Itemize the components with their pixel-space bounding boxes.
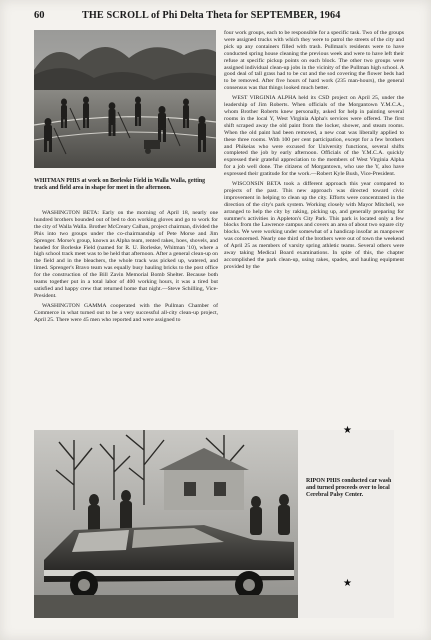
star-ornament-bottom: ★ [343,578,352,589]
photo2-caption-block [306,478,396,499]
photo-caption: RIPON PHIS conducted car wash and turned proceeds over to local Cerebral Palsy Center. [306,478,392,498]
running-title: THE SCROLL of Phi Delta Theta for SEPTEMBER, 1964 [82,10,341,21]
paragraph-wisconsin-beta: WISCONSIN BETA took a different approach this year compared to projects of the past. This new approach was directed toward civic improvement in helping to clean up the city. Efforts were concentrated in the direction of the city's park system. Working closely with Mayor Mitchell, we arranged to help the city by raking, picking up, and generally preparing for summer's activities in Appleton's City Park. This park is located only a few blocks from the Lawrence campus and covers an area of about two square city blocks. We were working under somewhat of a handicap insofar as manpower was concerned. Nearly one third of the brothers were out of town the weekend of April 25 as members of varsity spring athletic teams. Several others were away taking Medical Board examinations. In spite of this, the chapter accomplished the park clean-up, using rakes, spades, and hauling equipment provided by the [224,181,404,270]
page-number: 60 [34,10,45,21]
right-text-column [224,30,404,274]
photo-caption: WHITMAN PHIS at work on Borleske Field in Walla Walla, getting track and field area in shape for meet in the afternoon. [34,178,206,191]
paragraph-washington-gamma-continued: four work groups, each to be responsible for a specific task. Two of the groups were assigned trucks with which they were to patrol the streets of the city and pick up any containers filled with trash. Pullman's residents were to have conducted spring house cleaning the previous week and were to have left their refuse at specific pickup points on each block. The other two groups were assigned individual clean-up jobs in the vicinity of the Pullman high school. A good deal of tall grass had to be cut and the sod covering the flower beds had to be removed. After five hours of hard work (235 man-hours), the general consensus was that things looked much better. [224,30,404,92]
paragraph-west-virginia-alpha: WEST VIRGINIA ALPHA held its CSD project on April 25, under the leadership of Jim Roberts. When officials of the Morgantown Y.M.C.A., whom Brother Roberts knew personally, asked for help in painting several rooms in the local Y, West Virginia Alpha's services were offered. The first shift scraped away the old paint from the locker, shower, and steam rooms. When the old paint had been removed, a new coat was liberally applied to these three rooms. With 100 per cent participation, except for a few brothers and Phikeias who were excused for University functions, several shifts completed the job by early afternoon. Officials of the Y.M.C.A. quickly expressed their grateful appreciation to the members of West Virginia Alpha for a job well done. The citizens of Morgantown, who use the Y, also have expressed their gratitude for the work.—Robert Kyle Bush, Vice-President. [224,95,404,178]
page-header [34,10,404,24]
star-ornament-top: ★ [343,425,352,436]
left-text-column [34,210,218,327]
paragraph-washington-beta: WASHINGTON BETA: Early on the morning of April 18, nearly one hundred brothers bounded out of bed to don working gloves and go to work for the city of Walla Walla. Brother McCreary Calhan, project chairman, divided the Phis into two groups under the co-chairmanship of Pete Morse and Jim Sprenger. Morse's group, known as Alpha team, rented rakes, hoes, shovels, and headed for Borleske Field (named for R. U. Borleske, Whitman '10), where a high school track meet was to be held that afternoon. After a general clean-up on the field and in the bleachers, the whole track was picked up, watered, and limed. Sprenger's Bravo team was equally busy hauling bricks to the post office for the construction of the Bill Zavin Memorial Bomb Shelter. Because both teams together put in a total labor of 400 working hours, it was a tired but satisfied and happy crew that returned home that night.—Steve Schilling, Vice-President. [34,210,218,299]
photo-ripon-car-wash [34,430,394,618]
photo1-caption-block [34,178,218,192]
photo-whitman-illustration [34,30,216,168]
photo-car-wash-illustration [34,430,394,618]
photo-whitman-phis [34,30,216,168]
paragraph-washington-gamma: WASHINGTON GAMMA cooperated with the Pullman Chamber of Commerce in what turned out to be a very successful all-city clean-up project, April 25. There were 45 men who reported and were assigned to [34,302,218,323]
